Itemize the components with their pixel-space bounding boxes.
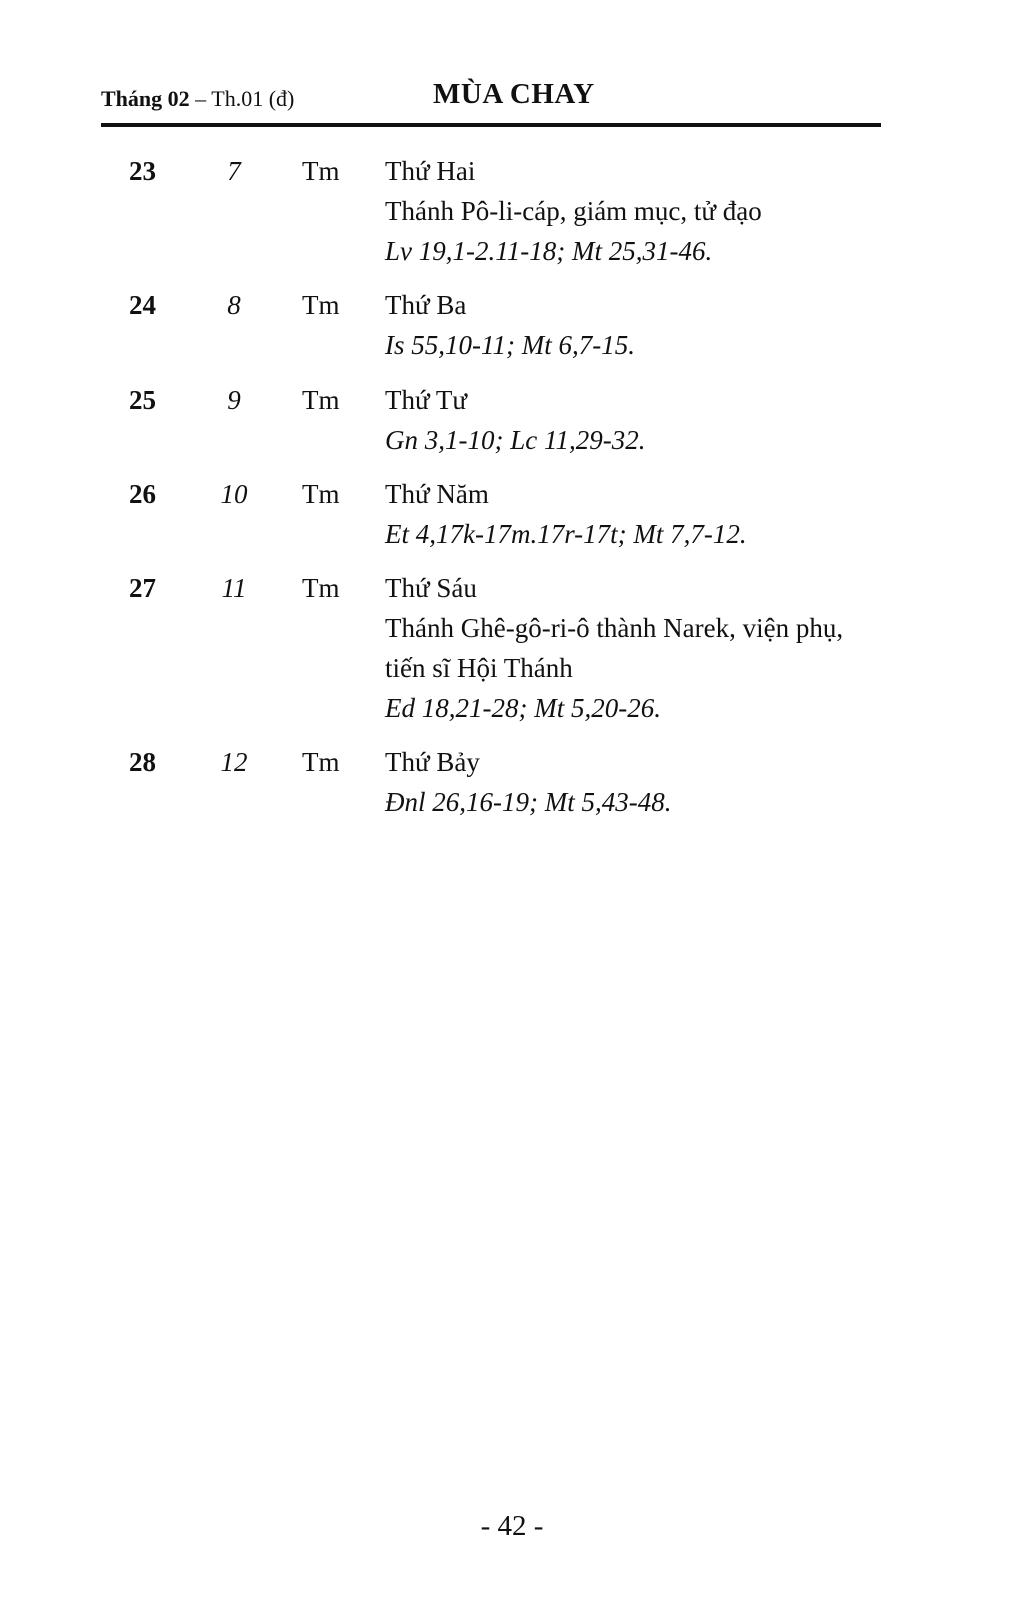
entry-body: [385, 474, 915, 554]
entry-day: 23: [129, 156, 156, 186]
entry-reading: Gn 3,1-10; Lc 11,29-32.: [385, 425, 646, 455]
entry-color: Tm: [302, 290, 340, 320]
header-title: MÙA CHAY: [433, 78, 595, 110]
entry-body: [385, 151, 915, 271]
entry-title: Thứ Sáu: [385, 573, 477, 603]
entry-color: Tm: [302, 479, 340, 509]
entry-body: [385, 380, 915, 460]
entry-week: 9: [227, 385, 241, 415]
entry-day: 26: [129, 479, 156, 509]
entry-body: [385, 568, 915, 728]
entry-day: 27: [129, 573, 156, 603]
entry-reading: Et 4,17k-17m.17r-17t; Mt 7,7-12.: [385, 519, 747, 549]
entry-week: 7: [227, 156, 241, 186]
entry-title: Thứ Tư: [385, 385, 468, 415]
entry-day: 28: [129, 747, 156, 777]
header-rule: [101, 123, 881, 127]
entry-week: 12: [220, 747, 248, 777]
entry-reading: Lv 19,1-2.11-18; Mt 25,31-46.: [385, 236, 713, 266]
entry-color: Tm: [302, 156, 340, 186]
entry-day: 25: [129, 385, 156, 415]
entry-title: Thứ Ba: [385, 290, 467, 320]
entry-title: Thứ Hai: [385, 156, 476, 186]
entry-reading: Đnl 26,16-19; Mt 5,43-48.: [385, 787, 672, 817]
entry-note: tiến sĩ Hội Thánh: [385, 653, 573, 683]
header-month-suffix: – Th.01 (đ): [189, 86, 295, 111]
entry-title: Thứ Năm: [385, 479, 489, 509]
entry-week: 11: [221, 573, 247, 603]
entry-note: Thánh Pô-li-cáp, giám mục, tử đạo: [385, 196, 762, 226]
entry-color: Tm: [302, 385, 340, 415]
entry-week: 8: [227, 290, 241, 320]
entry-week: 10: [220, 479, 248, 509]
header-month: [101, 86, 294, 112]
entry-reading: Is 55,10-11; Mt 6,7-15.: [385, 330, 635, 360]
page-number: - 42 -: [480, 1510, 544, 1542]
entry-reading: Ed 18,21-28; Mt 5,20-26.: [385, 693, 661, 723]
entry-body: [385, 285, 915, 365]
entry-color: Tm: [302, 747, 340, 777]
page-header: [101, 78, 881, 118]
header-month-label: Tháng 02: [101, 86, 190, 111]
entry-note: Thánh Ghê-gô-ri-ô thành Narek, viện phụ,: [385, 613, 844, 643]
entry-title: Thứ Bảy: [385, 747, 480, 777]
entry-color: Tm: [302, 573, 340, 603]
entry-body: [385, 742, 915, 822]
entry-day: 24: [129, 290, 156, 320]
